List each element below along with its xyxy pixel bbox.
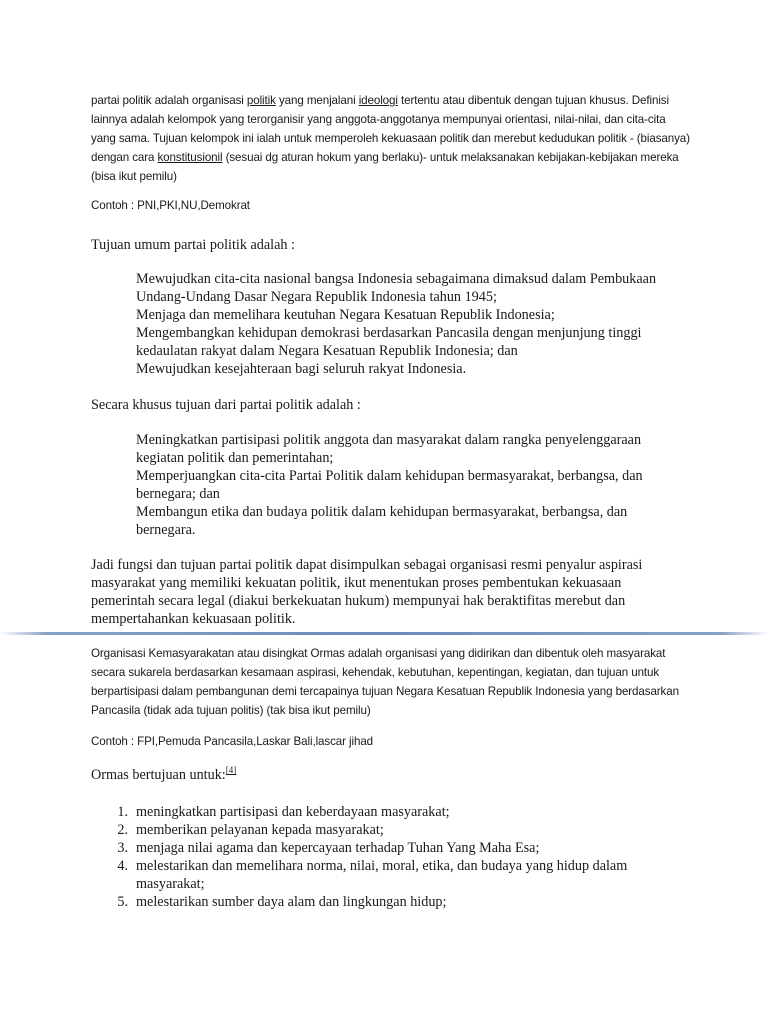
definition-text: (sesuai dg aturan hokum yang berlaku)- untuk melaksanakan kebijakan-kebijakan mereka (bisa ikut pemilu) xyxy=(91,151,679,183)
kesimpulan-paragraph: Jadi fungsi dan tujuan partai politik dapat disimpulkan sebagai organisasi resmi penyalur aspirasi masyarakat yang memiliki kekuatan politik, ikut menentukan proses pembentukan kekuasaan pemerintah secara legal (diakui berkekuatan hukum) mempunyai hak beraktifitas merebut dan mempertahankan kekuasaan politik. xyxy=(91,557,643,627)
list-item-text: menjaga nilai agama dan kepercayaan terhadap Tuhan Yang Maha Esa; xyxy=(136,840,540,856)
list-item xyxy=(91,893,681,911)
tujuan-khusus-item: Memperjuangkan cita-cita Partai Politik dalam kehidupan bermasyarakat, berbangsa, dan bernegara; dan xyxy=(136,468,643,502)
list-item xyxy=(91,803,681,821)
footnote-link[interactable]: [4] xyxy=(225,765,237,775)
list-number: 1. xyxy=(117,804,128,820)
contoh-partai: Contoh : PNI,PKI,NU,Demokrat xyxy=(91,199,250,212)
list-item-text: meningkatkan partisipasi dan keberdayaan masyarakat; xyxy=(136,804,450,820)
contoh-ormas: Contoh : FPI,Pemuda Pancasila,Laskar Bali,lascar jihad xyxy=(91,735,374,748)
link-ideologi[interactable]: ideologi xyxy=(358,94,398,107)
footnote-ref xyxy=(226,765,237,775)
tujuan-umum-item: Mengembangkan kehidupan demokrasi berdasarkan Pancasila dengan menjunjung tinggi kedaulatan rakyat dalam Negara Kesatuan Republik Indonesia; dan xyxy=(136,325,642,359)
link-politik[interactable]: politik xyxy=(246,94,276,107)
ormas-heading-text: Ormas bertujuan untuk: xyxy=(91,767,226,783)
tujuan-khusus-item: Meningkatkan partisipasi politik anggota dan masyarakat dalam rangka penyelenggaraan kegiatan politik dan pemerintahan; xyxy=(136,432,642,466)
tujuan-umum-list xyxy=(136,270,676,378)
tujuan-khusus-list xyxy=(136,431,676,539)
list-item xyxy=(91,857,681,893)
tujuan-khusus-heading: Secara khusus tujuan dari partai politik adalah : xyxy=(91,397,361,413)
ormas-definition: Organisasi Kemasyarakatan atau disingkat Ormas adalah organisasi yang didirikan dan dibentuk oleh masyarakat secara sukarela berdasarkan kesamaan aspirasi, kehendak, kebutuhan, kepentingan, kegiatan, dan tujuan untuk berpartisipasi dalam pembangunan demi tercapainya tujuan Negara Kesatuan Republik Indonesia yang berdasarkan Pancasila (tidak ada tujuan politis) (tak bisa ikut pemilu) xyxy=(91,647,679,717)
tujuan-umum-item: Mewujudkan kesejahteraan bagi seluruh rakyat Indonesia. xyxy=(136,361,467,377)
list-item-text: memberikan pelayanan kepada masyarakat; xyxy=(136,822,384,838)
link-konstitusionil[interactable]: konstitusionil xyxy=(157,151,223,164)
list-number: 2. xyxy=(117,822,128,838)
definition-text: tertentu atau dibentuk dengan tujuan khusus. Definisi lainnya adalah kelompok yang terorganisir yang anggota-anggotanya mempunyai orientasi, nilai-nilai, dan cita-cita yang sama. Tujuan kelompok ini ialah untuk memperoleh kekuasaan politik dan merebut kedudukan politik - (biasanya) dengan cara xyxy=(91,94,690,164)
tujuan-umum-item: Menjaga dan memelihara keutuhan Negara Kesatuan Republik Indonesia; xyxy=(136,307,555,323)
definition-text: partai politik adalah organisasi xyxy=(91,94,247,107)
tujuan-khusus-item: Membangun etika dan budaya politik dalam kehidupan bermasyarakat, berbangsa, dan bernegara. xyxy=(136,504,628,538)
ormas-tujuan-list xyxy=(91,803,681,911)
tujuan-umum-heading: Tujuan umum partai politik adalah : xyxy=(91,237,295,253)
list-item xyxy=(91,839,681,857)
ormas-heading xyxy=(91,766,691,784)
list-number: 3. xyxy=(117,840,128,856)
section-divider xyxy=(0,632,768,635)
list-number: 4. xyxy=(117,858,128,874)
list-item xyxy=(91,821,681,839)
list-number: 5. xyxy=(117,894,128,910)
partai-politik-definition xyxy=(91,91,691,186)
list-item-text: melestarikan sumber daya alam dan lingkungan hidup; xyxy=(136,894,447,910)
definition-text: yang menjalani xyxy=(275,94,359,107)
tujuan-umum-item: Mewujudkan cita-cita nasional bangsa Indonesia sebagaimana dimaksud dalam Pembukaan Undang-Undang Dasar Negara Republik Indonesia tahun 1945; xyxy=(136,271,657,305)
list-item-text: melestarikan dan memelihara norma, nilai, moral, etika, dan budaya yang hidup dalam masyarakat; xyxy=(136,858,628,892)
